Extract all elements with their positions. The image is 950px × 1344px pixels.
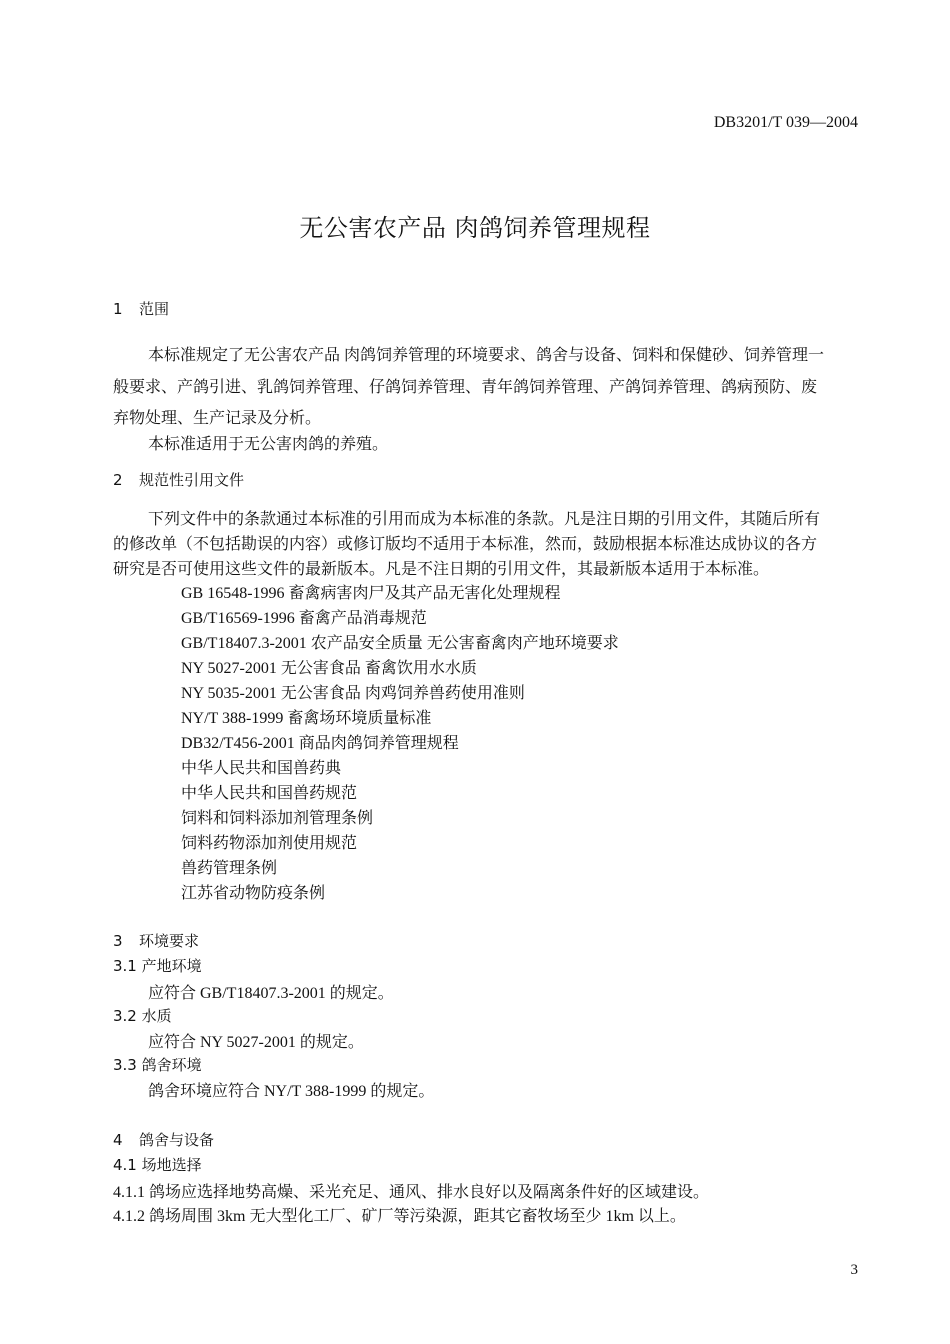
reference-item: 兽药管理条例 <box>181 860 278 877</box>
subsection-text: 鸽舍环境应符合 NY/T 388-1999 的规定。 <box>148 1083 435 1100</box>
subsection-heading: 4.1 场地选择 <box>113 1156 202 1174</box>
clause-text: 4.1.1 鸽场应选择地势高燥、采光充足、通风、排水良好以及隔离条件好的区域建设。 <box>113 1184 710 1201</box>
reference-item: GB/T16569-1996 畜禽产品消毒规范 <box>181 610 427 627</box>
section-1-heading <box>113 298 169 319</box>
paragraph-line: 的修改单（不包括勘误的内容）或修订版均不适用于本标准，然而，鼓励根据本标准达成协议的各方 <box>113 536 818 553</box>
subsection-heading: 3.1 产地环境 <box>113 957 202 975</box>
reference-item: 江苏省动物防疫条例 <box>181 885 326 902</box>
section-4-heading <box>113 1129 214 1150</box>
section-number: 4 <box>113 1131 123 1149</box>
paragraph-line: 下列文件中的条款通过本标准的引用而成为本标准的条款。凡是注日期的引用文件，其随后所有 <box>148 511 821 528</box>
subsection-heading: 3.2 水质 <box>113 1007 172 1025</box>
reference-item: 饲料药物添加剂使用规范 <box>181 835 358 852</box>
reference-item: NY 5027-2001 无公害食品 畜禽饮用水水质 <box>181 660 477 677</box>
clause-text: 4.1.2 鸽场周围 3km 无大型化工厂、矿厂等污染源，距其它畜牧场至少 1km 以上。 <box>113 1208 686 1225</box>
reference-item: 饲料和饲料添加剂管理条例 <box>181 810 374 827</box>
section-2-heading <box>113 469 244 490</box>
section-title: 范围 <box>139 300 170 318</box>
section-3-heading <box>113 930 199 951</box>
section-title: 鸽舍与设备 <box>139 1131 215 1149</box>
section-number: 3 <box>113 932 123 950</box>
reference-item: NY 5035-2001 无公害食品 肉鸡饲养兽药使用准则 <box>181 685 525 702</box>
subsection-text: 应符合 NY 5027-2001 的规定。 <box>148 1034 364 1051</box>
section-title: 规范性引用文件 <box>139 471 245 489</box>
reference-item: NY/T 388-1999 畜禽场环境质量标准 <box>181 710 432 727</box>
document-title: 无公害农产品 肉鸽饲养管理规程 <box>299 214 651 242</box>
document-code: DB3201/T 039—2004 <box>713 114 858 131</box>
reference-item: DB32/T456-2001 商品肉鸽饲养管理规程 <box>181 735 459 752</box>
subsection-heading: 3.3 鸽舍环境 <box>113 1056 202 1074</box>
paragraph-line: 研究是否可使用这些文件的最新版本。凡是不注日期的引用文件，其最新版本适用于本标准。 <box>113 561 770 578</box>
subsection-text: 应符合 GB/T18407.3-2001 的规定。 <box>148 985 394 1002</box>
page-number: 3 <box>850 1262 858 1278</box>
paragraph-line: 本标准规定了无公害农产品 肉鸽饲养管理的环境要求、鸽舍与设备、饲料和保健砂、饲养管理一 <box>148 347 825 364</box>
paragraph-line: 弃物处理、生产记录及分析。 <box>113 410 322 427</box>
section-number: 1 <box>113 300 123 318</box>
section-number: 2 <box>113 471 123 489</box>
reference-item: 中华人民共和国兽药典 <box>181 760 342 777</box>
paragraph-line: 本标准适用于无公害肉鸽的养殖。 <box>148 436 389 453</box>
reference-item: GB/T18407.3-2001 农产品安全质量 无公害畜禽肉产地环境要求 <box>181 635 619 652</box>
reference-item: GB 16548-1996 畜禽病害肉尸及其产品无害化处理规程 <box>181 585 561 602</box>
reference-item: 中华人民共和国兽药规范 <box>181 785 358 802</box>
paragraph-line: 般要求、产鸽引进、乳鸽饲养管理、仔鸽饲养管理、青年鸽饲养管理、产鸽饲养管理、鸽病预防、废 <box>113 379 818 396</box>
section-title: 环境要求 <box>139 932 200 950</box>
